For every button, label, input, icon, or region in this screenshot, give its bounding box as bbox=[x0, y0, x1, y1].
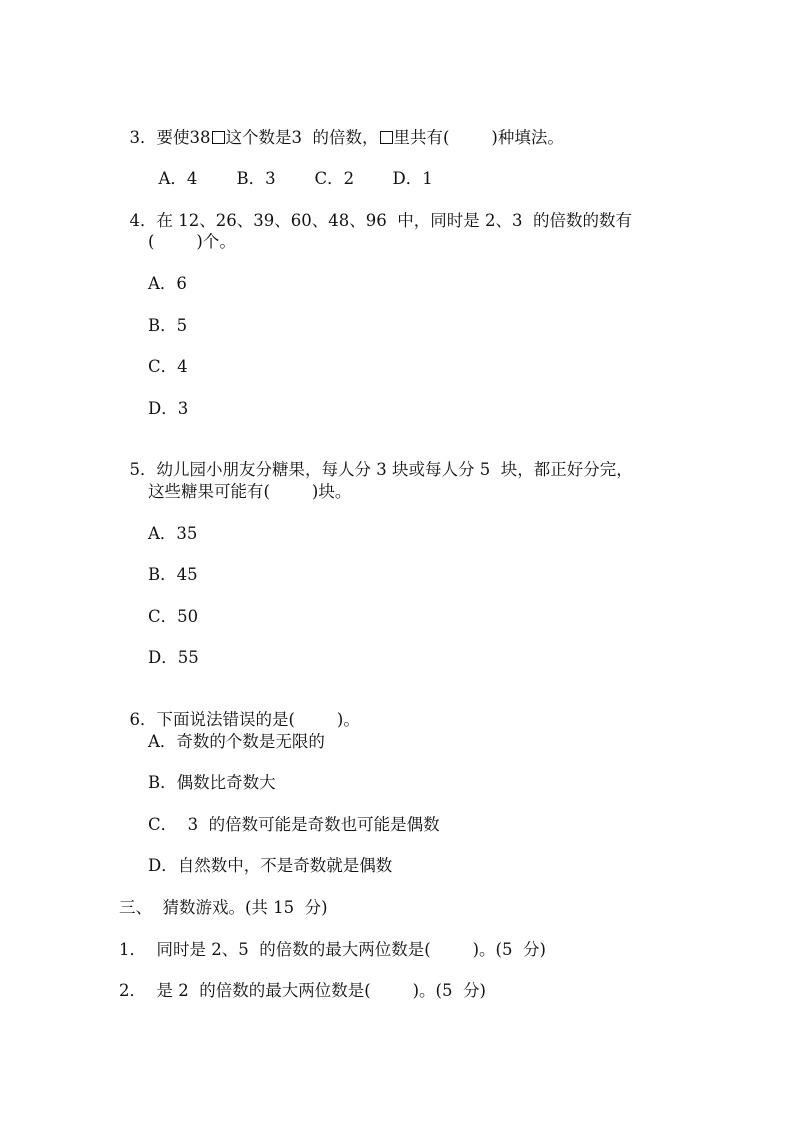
option-c: C．2 bbox=[314, 169, 355, 188]
question-text-pre: 要使38 bbox=[156, 128, 211, 147]
question-5-continuation: 这些糖果可能有( )块。 bbox=[148, 482, 352, 501]
option-d: D．3 bbox=[148, 399, 189, 418]
question-3-options bbox=[148, 149, 433, 189]
option-b: B．5 bbox=[148, 316, 188, 335]
option-a: A．奇数的个数是无限的 bbox=[148, 732, 325, 751]
question-text: 在 12、26、39、60、48、96 中，同时是 2、3 的倍数的数有 bbox=[156, 211, 632, 230]
question-number: 3． bbox=[129, 128, 157, 147]
square-box-icon bbox=[212, 131, 225, 144]
question-6 bbox=[119, 690, 360, 730]
question-text: 幼儿园小朋友分糖果，每人分 3 块或每人分 5 块，都正好分完， bbox=[156, 460, 633, 479]
question-5 bbox=[119, 440, 633, 480]
question-text: 下面说法错误的是( )。 bbox=[156, 710, 360, 729]
option-c: C．50 bbox=[148, 607, 199, 626]
question-number: 4． bbox=[129, 211, 157, 230]
question-text-mid: 这个数是3 的倍数， bbox=[225, 128, 379, 147]
question-3 bbox=[119, 108, 564, 148]
option-a: A．6 bbox=[148, 274, 187, 293]
option-b: B．3 bbox=[236, 169, 276, 188]
question-4 bbox=[119, 191, 632, 231]
section-item-2: 2． 是 2 的倍数的最大两位数是( )。(5 分) bbox=[119, 981, 486, 1000]
option-d: D．自然数中，不是奇数就是偶数 bbox=[148, 856, 393, 875]
option-c: C． 3 的倍数可能是奇数也可能是偶数 bbox=[148, 815, 440, 834]
option-c: C．4 bbox=[148, 357, 188, 376]
question-text-post: 里共有( )种填法。 bbox=[393, 128, 564, 147]
option-b: B．45 bbox=[148, 565, 198, 584]
section-heading: 三、 猜数游戏。(共 15 分) bbox=[119, 898, 328, 917]
option-a: A．4 bbox=[158, 169, 198, 188]
option-b: B．偶数比奇数大 bbox=[148, 773, 276, 792]
question-number: 6． bbox=[129, 710, 157, 729]
square-box-icon bbox=[380, 131, 393, 144]
question-4-continuation: ( )个。 bbox=[148, 232, 236, 251]
option-d: D．1 bbox=[392, 169, 433, 188]
option-a: A．35 bbox=[148, 524, 198, 543]
question-number: 5． bbox=[129, 460, 157, 479]
section-item-1: 1． 同时是 2、5 的倍数的最大两位数是( )。(5 分) bbox=[119, 940, 546, 959]
option-d: D．55 bbox=[148, 648, 199, 667]
